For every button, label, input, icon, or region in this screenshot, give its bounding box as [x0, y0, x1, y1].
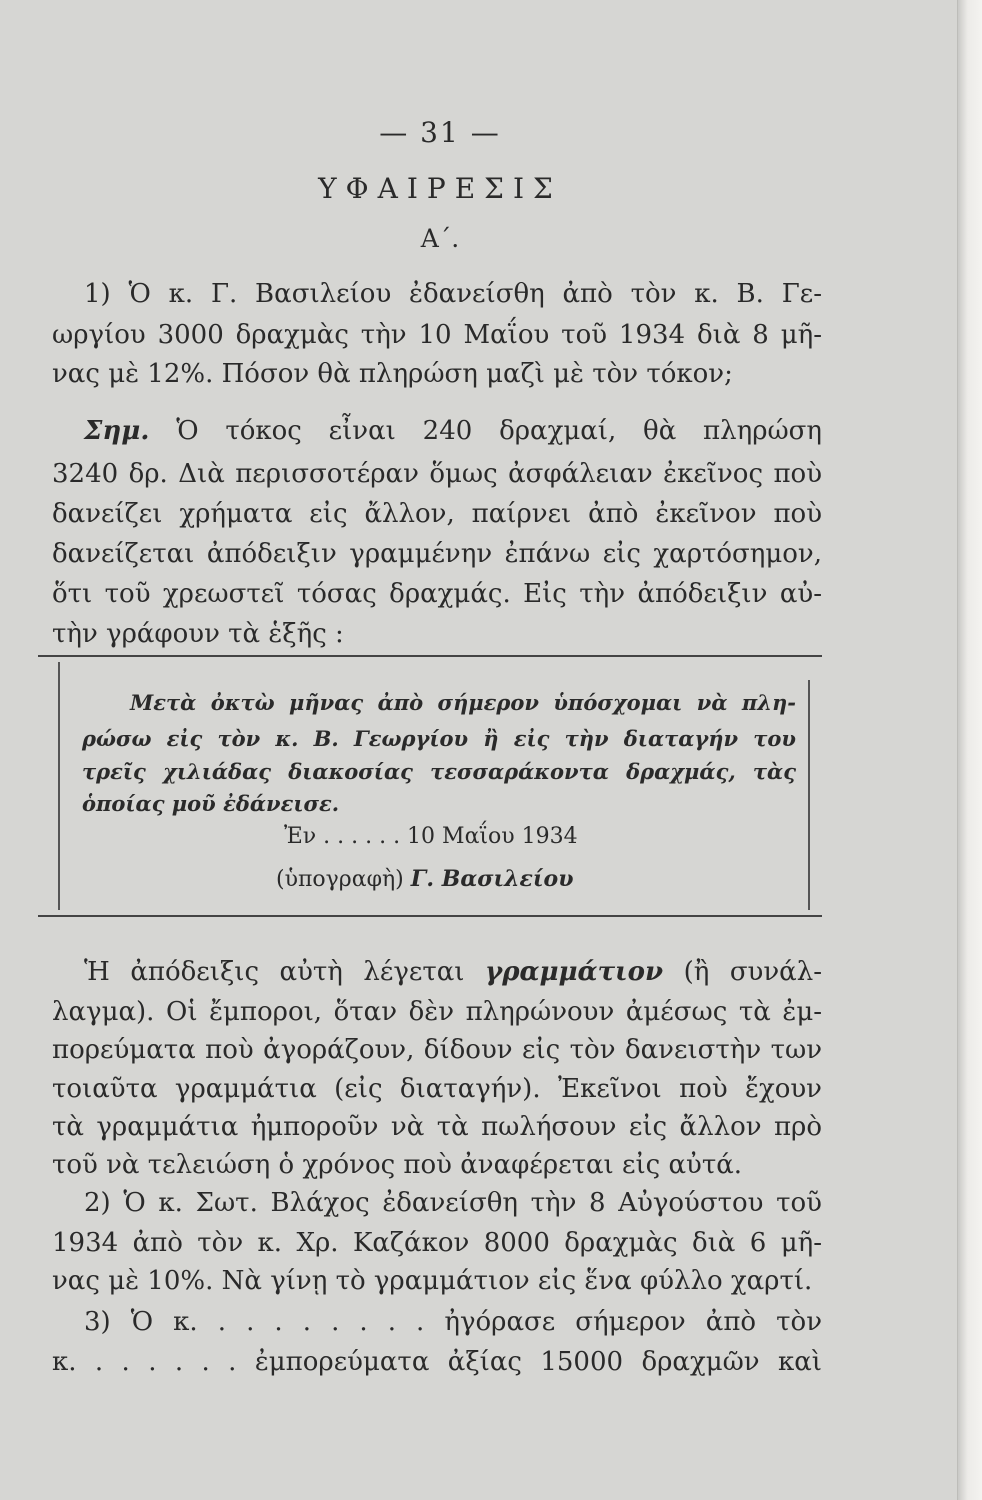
receipt-line: ρώσω εἰς τὸν κ. Β. Γεωργίου ἢ εἰς τὴν διαταγήν του: [82, 726, 796, 751]
problem2-line: νας μὲ 10%. Νὰ γίνῃ τὸ γραμμάτιον εἰς ἕνα φύλλο χαρτί.: [52, 1266, 813, 1296]
problem1-line: ωργίου 3000 δραχμὰς τὴν 10 Μαΐου τοῦ 1934 διὰ 8 μῆ-: [52, 320, 822, 350]
signature-label: (ὑπογραφὴ): [276, 867, 404, 892]
receipt-line: Μετὰ ὀκτὼ μῆνας ἀπὸ σήμερον ὑπόσχομαι νὰ πλη-: [130, 690, 796, 715]
note-line: ὅτι τοῦ χρεωστεῖ τόσας δραχμάς. Εἰς τὴν ἀπόδειξιν αὐ-: [52, 579, 822, 609]
problem3-line: 3) Ὁ κ. . . . . . . . . ἠγόρασε σήμερον ἀπὸ τὸν: [84, 1307, 822, 1337]
receipt-border-left: [58, 662, 60, 910]
note-line: τὴν γράφουν τὰ ἑξῆς :: [52, 619, 344, 649]
problem3-line: κ. . . . . . . ἐμπορεύματα ἀξίας 15000 δραχμῶν καὶ: [52, 1347, 822, 1377]
receipt-line: τρεῖς χιλιάδας διακοσίας τεσσαράκοντα δραχμάς, τὰς: [82, 759, 796, 784]
paragraph-line: [84, 955, 822, 989]
page-edge: [957, 0, 982, 1500]
paragraph-line: τὰ γραμμάτια ἠμποροῦν νὰ τὰ πωλήσουν εἰς ἄλλον πρὸ: [52, 1112, 822, 1142]
receipt-date: Ἐν . . . . . . 10 Μαΐου 1934: [284, 824, 578, 849]
receipt-border-bottom: [38, 915, 822, 917]
note-line: δανείζεται ἀπόδειξιν γραμμένην ἐπάνω εἰς χαρτόσημον,: [52, 539, 822, 569]
problem2-line: 2) Ὁ κ. Σωτ. Βλάχος ἐδανείσθη τὴν 8 Αὐγούστου τοῦ: [84, 1188, 822, 1218]
paragraph-line: λαγμα). Οἱ ἔμποροι, ὅταν δὲν πληρώνουν ἀμέσως τὰ ἐμ-: [52, 997, 822, 1027]
receipt-line: ὁποίας μοῦ ἐδάνεισε.: [82, 791, 340, 816]
term-grammation: γραμμάτιον: [485, 957, 664, 987]
receipt-border-top: [38, 655, 822, 657]
receipt-border-right: [808, 680, 810, 910]
section-heading: ΥΦΑΙΡΕΣΙΣ: [318, 172, 562, 205]
paragraph-line: τοιαῦτα γραμμάτια (εἰς διαταγήν). Ἐκεῖνοι ποὺ ἔχουν: [52, 1074, 822, 1104]
receipt-signature: [276, 864, 716, 895]
page-number: — 31 —: [379, 116, 501, 149]
problem1-line: 1) Ὁ κ. Γ. Βασιλείου ἐδανείσθη ἀπὸ τὸν κ. Β. Γε-: [84, 279, 822, 309]
note-text: Ὁ τόκος εἶναι 240 δραχμαί, θὰ πληρώση: [176, 416, 823, 446]
problem1-line: νας μὲ 12%. Πόσον θὰ πληρώση μαζὶ μὲ τὸν τόκον;: [52, 359, 733, 389]
section-subheading: Α΄.: [420, 224, 460, 253]
signature-name: Γ. Βασιλείου: [410, 866, 574, 892]
paragraph-text: Ἡ ἀπόδειξις αὐτὴ λέγεται: [84, 957, 465, 987]
note-line: 3240 δρ. Διὰ περισσοτέραν ὅμως ἀσφάλειαν ἐκεῖνος ποὺ: [52, 459, 822, 489]
note-label: Σημ.: [84, 416, 150, 446]
problem2-line: 1934 ἀπὸ τὸν κ. Χρ. Καζάκον 8000 δραχμὰς διὰ 6 μῆ-: [52, 1228, 822, 1258]
paragraph-line: τοῦ νὰ τελειώση ὁ χρόνος ποὺ ἀναφέρεται εἰς αὐτά.: [52, 1150, 743, 1180]
note-line: [84, 414, 822, 448]
note-line: δανείζει χρήματα εἰς ἄλλον, παίρνει ἀπὸ ἐκεῖνον ποὺ: [52, 499, 822, 529]
paragraph-text: (ἢ συνάλ-: [683, 957, 822, 987]
paragraph-line: πορεύματα ποὺ ἀγοράζουν, δίδουν εἰς τὸν δανειστὴν των: [52, 1035, 822, 1065]
